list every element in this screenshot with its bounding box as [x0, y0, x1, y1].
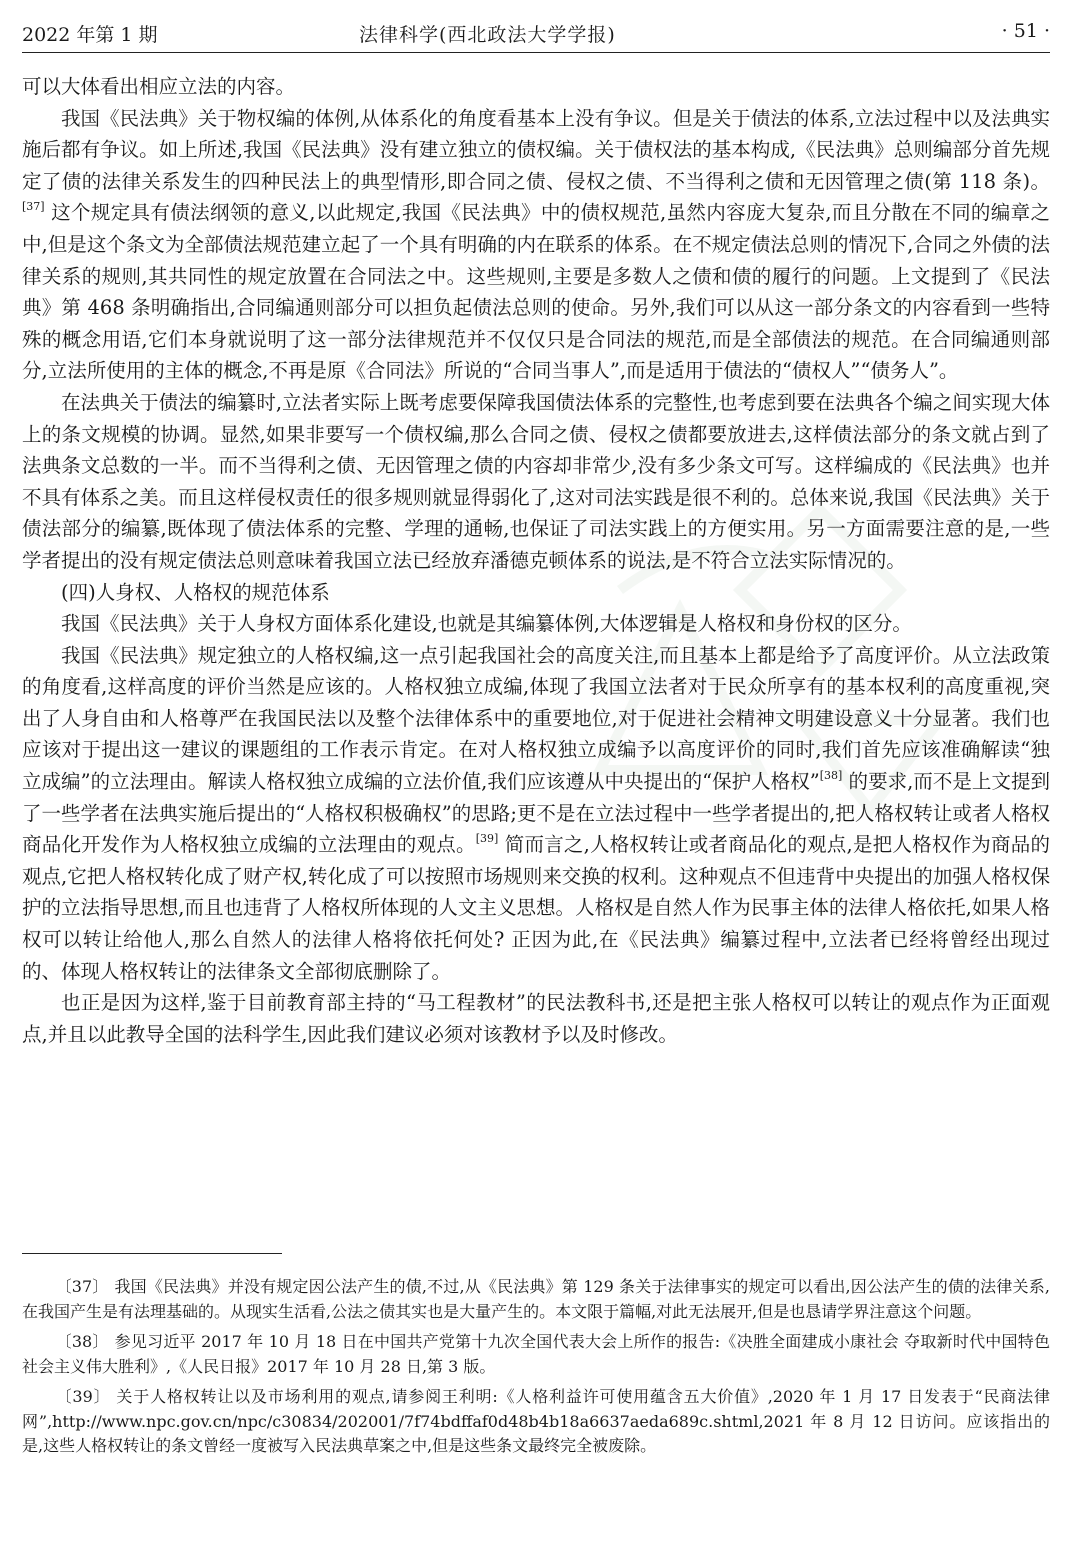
footnote-39	[22, 1385, 1050, 1459]
footnote-text: 参见习近平 2017 年 10 月 18 日在中国共产党第十九次全国代表大会上所作的报告:《决胜全面建成小康社会 夺取新时代中国特色社会主义伟大胜利》,《人民日报》2017 年 10 月 28 日,第 3 版。	[22, 1332, 1050, 1376]
paragraph-text: 在法典关于债法的编纂时,立法者实际上既考虑要保障我国债法体系的完整性,也考虑到要在法典各个编之间实现大体上的条文规模的协调。显然,如果非要写一个债权编,那么合同之债、侵权之债都要放进去,这样债法部分的条文就占到了法典条文总数的一半。而不当得利之债、无因管理之债的内容却非常少,没有多少条文可写。这样编成的《民法典》也并不具有体系之美。而且这样侵权责任的很多规则就显得弱化了,这对司法实践是很不利的。总体来说,我国《民法典》关于债法部分的编纂,既体现了债法体系的完整、学理的通畅,也保证了司法实践上的方便实用。另一方面需要注意的是,一些学者提出的没有规定债法总则意味着我国立法已经放弃潘德克顿体系的说法,是不符合立法实际情况的。	[22, 390, 1050, 572]
paragraph-text: 的要求,而不是上文提到了一些学者在法典实施后提出的“人格权积极确权”的思路;更不是在立法过程中一些学者提出的,把人格权转让或者人格权商品化开发作为人格权独立成编的立法理由的观点。	[22, 770, 1050, 857]
footnotes	[22, 1275, 1050, 1465]
footnote-number: 〔37〕	[55, 1277, 109, 1296]
footnote-37	[22, 1275, 1050, 1324]
footnote-ref-39[interactable]: [39]	[475, 832, 499, 846]
footnote-separator	[22, 1253, 282, 1254]
paragraph	[22, 71, 1050, 103]
footnote-ref-37[interactable]: [37]	[22, 200, 45, 214]
footnote-text: 我国《民法典》并没有规定因公法产生的债,不过,从《民法典》第 129 条关于法律事实的规定可以看出,因公法产生的债的法律关系,在我国产生是有法理基础的。从现实生活看,公法之债其实也是大量产生的。本文限于篇幅,对此无法展开,但是也恳请学界注意这个问题。	[22, 1277, 1050, 1321]
paragraph-text: 简而言之,人格权转让或者商品化的观点,是把人格权作为商品的观点,它把人格权转化成了财产权,转化成了可以按照市场规则来交换的权利。这种观点不但违背中央提出的加强人格权保护的立法指导思想,而且也违背了人格权所体现的人文主义思想。人格权是自然人作为民事主体的法律人格依托,如果人格权可以转让给他人,那么自然人的法律人格将依托何处? 正因为此,在《民法典》编纂过程中,立法者已经将曾经出现过的、体现人格权转让的法律条文全部彻底删除了。	[22, 833, 1050, 983]
paragraph	[22, 640, 1050, 988]
journal-title: 法律科学(西北政法大学学报)	[359, 24, 616, 46]
paragraph-text: 可以大体看出相应立法的内容。	[22, 75, 296, 98]
paragraph-text: 我国《民法典》关于人身权方面体系化建设,也就是其编纂体例,大体逻辑是人格权和身份权的区分。	[61, 612, 912, 636]
footnote-ref-38[interactable]: [38]	[819, 769, 843, 783]
section-heading	[22, 577, 1050, 609]
article-body	[22, 71, 1050, 1050]
footnote-number: 〔38〕	[55, 1332, 109, 1351]
section-heading-text: (四)人身权、人格权的规范体系	[61, 580, 330, 604]
page-number: · 51 ·	[1001, 20, 1050, 42]
footnote-38	[22, 1330, 1050, 1379]
paragraph	[22, 103, 1050, 387]
paragraph-text: 也正是因为这样,鉴于目前教育部主持的“马工程教材”的民法教科书,还是把主张人格权可以转让的观点作为正面观点,并且以此教导全国的法科学生,因此我们建议必须对该教材予以及时修改。	[22, 991, 1050, 1046]
footnote-number: 〔39〕	[55, 1387, 111, 1406]
paragraph-text: 我国《民法典》关于物权编的体例,从体系化的角度看基本上没有争议。但是关于债法的体系,立法过程中以及法典实施后都有争议。如上所述,我国《民法典》没有建立独立的债权编。关于债权法的基本构成,《民法典》总则编部分首先规定了债的法律关系发生的四种民法上的典型情形,即合同之债、侵权之债、不当得利之债和无因管理之债(第 118 条)。	[22, 106, 1050, 193]
footnote-text: 关于人格权转让以及市场利用的观点,请参阅王利明:《人格利益许可使用蕴含五大价值》,2020 年 1 月 17 日发表于“民商法律网”,http://www.npc.gov.cn/npc/c30834/202001/7f74bdffaf0d48b4b18a6637aeda689c.shtml,2021 年 8 月 12 日访问。应该指出的是,这些人格权转让的条文曾经一度被写入民法典草案之中,但是这些条文最终完全被废除。	[22, 1387, 1050, 1455]
running-header	[22, 12, 1050, 53]
paragraph-text: 这个规定具有债法纲领的意义,以此规定,我国《民法典》中的债权规范,虽然内容庞大复杂,而且分散在不同的编章之中,但是这个条文为全部债法规范建立起了一个具有明确的内在联系的体系。在不规定债法总则的情况下,合同之外债的法律关系的规则,其共同性的规定放置在合同法之中。这些规则,主要是多数人之债和债的履行的问题。上文提到了《民法典》第 468 条明确指出,合同编通则部分可以担负起债法总则的使命。另外,我们可以从这一部分条文的内容看到一些特殊的概念用语,它们本身就说明了这一部分法律规范并不仅仅只是合同法的规范,而是全部债法的规范。在合同编通则部分,立法所使用的主体的概念,不再是原《合同法》所说的“合同当事人”,而是适用于债法的“债权人”“债务人”。	[22, 201, 1050, 383]
paragraph-text: 我国《民法典》规定独立的人格权编,这一点引起我国社会的高度关注,而且基本上都是给予了高度评价。从立法政策的角度看,这样高度的评价当然是应该的。人格权独立成编,体现了我国立法者对于民众所享有的基本权利的高度重视,突出了人身自由和人格尊严在我国民法以及整个法律体系中的重要地位,对于促进社会精神文明建设意义十分显著。我们也应该对于提出这一建议的课题组的工作表示肯定。在对人格权独立成编予以高度评价的同时,我们首先应该准确解读“独立成编”的立法理由。解读人格权独立成编的立法价值,我们应该遵从中央提出的“保护人格权”	[22, 643, 1050, 794]
paragraph	[22, 608, 1050, 640]
issue-label: 2022 年第 1 期	[22, 24, 158, 46]
paragraph	[22, 387, 1050, 577]
paragraph	[22, 987, 1050, 1050]
